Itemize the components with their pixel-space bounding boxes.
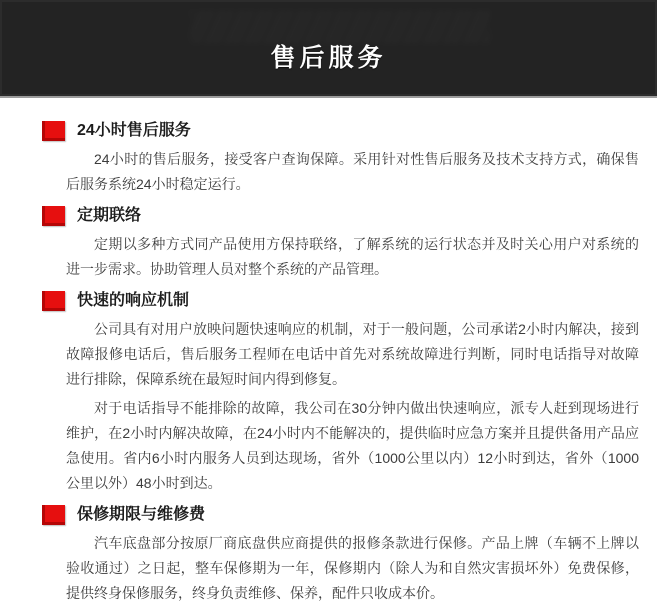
page-title: 售后服务 <box>270 44 387 72</box>
section-warranty <box>66 504 639 606</box>
red-square-bullet-icon <box>42 291 65 311</box>
section-regular-contact <box>66 205 639 282</box>
section-header <box>42 120 639 141</box>
section-title: 24小时售后服务 <box>77 122 191 139</box>
section-paragraph: 定期以多种方式同产品使用方保持联络，了解系统的运行状态并及时关心用户对系统的进一步需求。协助管理人员对整个系统的产品管理。 <box>66 236 639 277</box>
red-square-bullet-icon <box>42 206 65 226</box>
section-header <box>42 205 639 226</box>
red-square-bullet-icon <box>42 505 65 525</box>
section-paragraph: 对于电话指导不能排除的故障，我公司在30分钟内做出快速响应，派专人赶到现场进行维护，在2小时内解决故障，在24小时内不能解决的，提供临时应急方案并且提供备用产品应急使用。省内6小时内服务人员到达现场，省外（1000公里以内）12小时到达，省外（1000公里以外）48小时到达。 <box>66 400 639 491</box>
section-fast-response <box>66 290 639 496</box>
section-title: 定期联络 <box>77 207 142 224</box>
banner <box>0 0 657 98</box>
section-title: 快速的响应机制 <box>77 292 190 309</box>
content <box>0 98 657 606</box>
section-paragraph: 24小时的售后服务，接受客户查询保障。采用针对性售后服务及技术支持方式，确保售后服务系统24小时稳定运行。 <box>66 151 639 192</box>
red-square-bullet-icon <box>42 121 65 141</box>
section-header <box>42 290 639 311</box>
section-title: 保修期限与维修费 <box>77 506 206 523</box>
section-paragraph: 汽车底盘部分按原厂商底盘供应商提供的报修条款进行保修。产品上牌（车辆不上牌以验收通过）之日起，整车保修期为一年，保修期内（除人为和自然灾害损坏外）免费保修，提供终身保修服务，终身负责维修、保养，配件只收成本价。 <box>66 535 639 601</box>
section-header <box>42 504 639 525</box>
section-24h-service <box>66 120 639 197</box>
section-paragraph: 公司具有对用户放映问题快速响应的机制，对于一般问题，公司承诺2小时内解决，接到故障报修电话后，售后服务工程师在电话中首先对系统故障进行判断，同时电话指导对故障进行排除，保障系统在最短时间内得到修复。 <box>66 321 639 387</box>
